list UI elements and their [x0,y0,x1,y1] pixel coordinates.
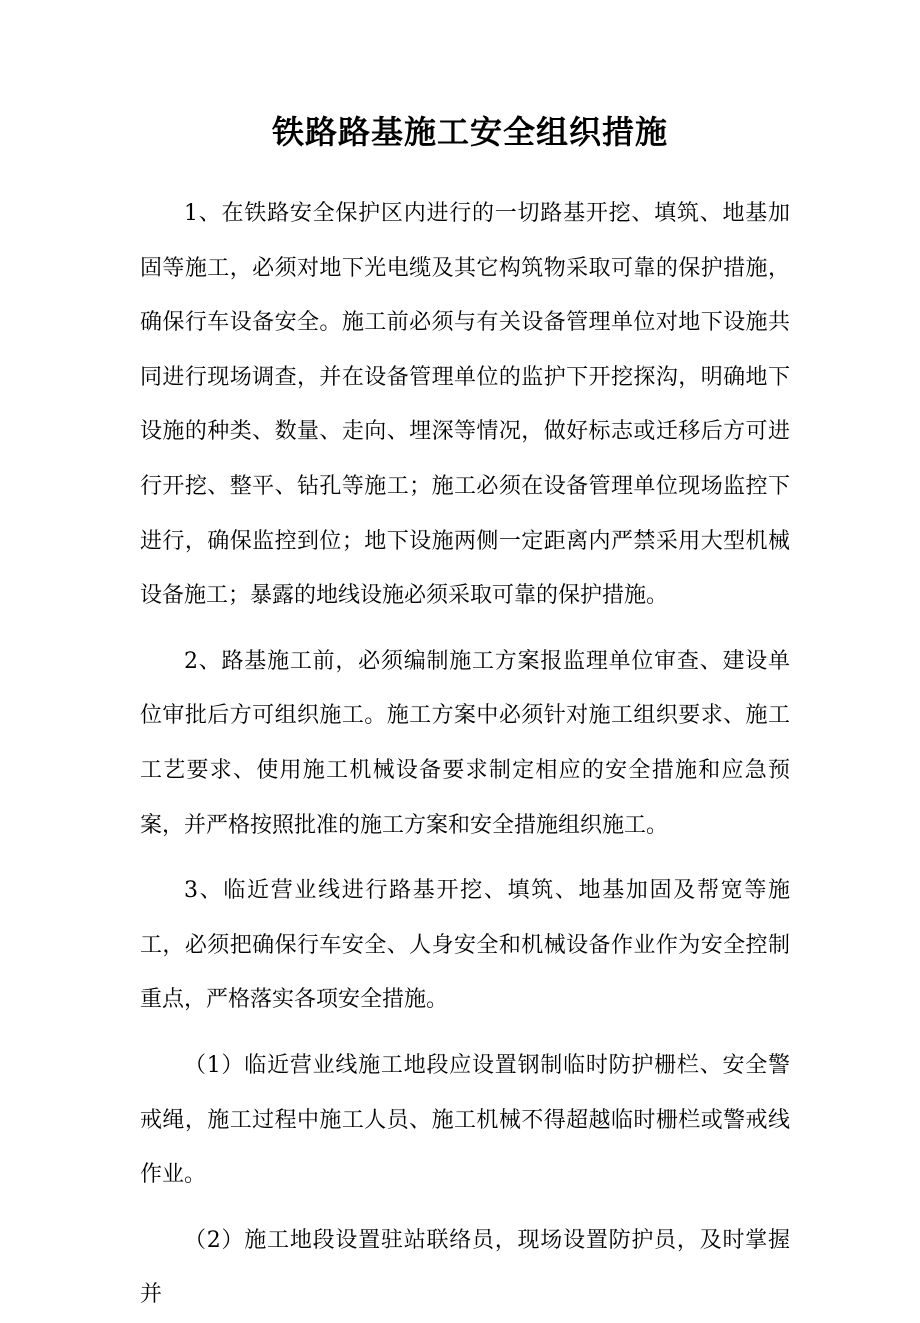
paragraph-3: 3、临近营业线进行路基开挖、填筑、地基加固及帮宽等施工，必须把确保行车安全、人身安全和机械设备作业作为安全控制重点，严格落实各项安全措施。 [140,878,790,1013]
paragraph-2: 2、路基施工前，必须编制施工方案报监理单位审查、建设单位审批后方可组织施工。施工方案中必须针对施工组织要求、施工工艺要求、使用施工机械设备要求制定相应的安全措施和应急预案，并严格按照批准的施工方案和安全措施组织施工。 [140,648,790,838]
paragraph-5: （2）施工地段设置驻站联络员，现场设置防护员，及时掌握并 [140,1227,790,1308]
paragraph-1: 1、在铁路安全保护区内进行的一切路基开挖、填筑、地基加固等施工，必须对地下光电缆及其它构筑物采取可靠的保护措施，确保行车设备安全。施工前必须与有关设备管理单位对地下设施共同进行现场调查，并在设备管理单位的监护下开挖探沟，明确地下设施的种类、数量、走向、埋深等情况，做好标志或迁移后方可进行开挖、整平、钻孔等施工；施工必须在设备管理单位现场监控下进行，确保监控到位；地下设施两侧一定距离内严禁采用大型机械设备施工；暴露的地线设施必须采取可靠的保护措施。 [140,201,790,609]
paragraph-4: （1）临近营业线施工地段应设置钢制临时防护栅栏、安全警戒绳，施工过程中施工人员、施工机械不得超越临时栅栏或警戒线作业。 [140,1052,790,1188]
document-title: 铁路路基施工安全组织措施 [271,113,668,151]
